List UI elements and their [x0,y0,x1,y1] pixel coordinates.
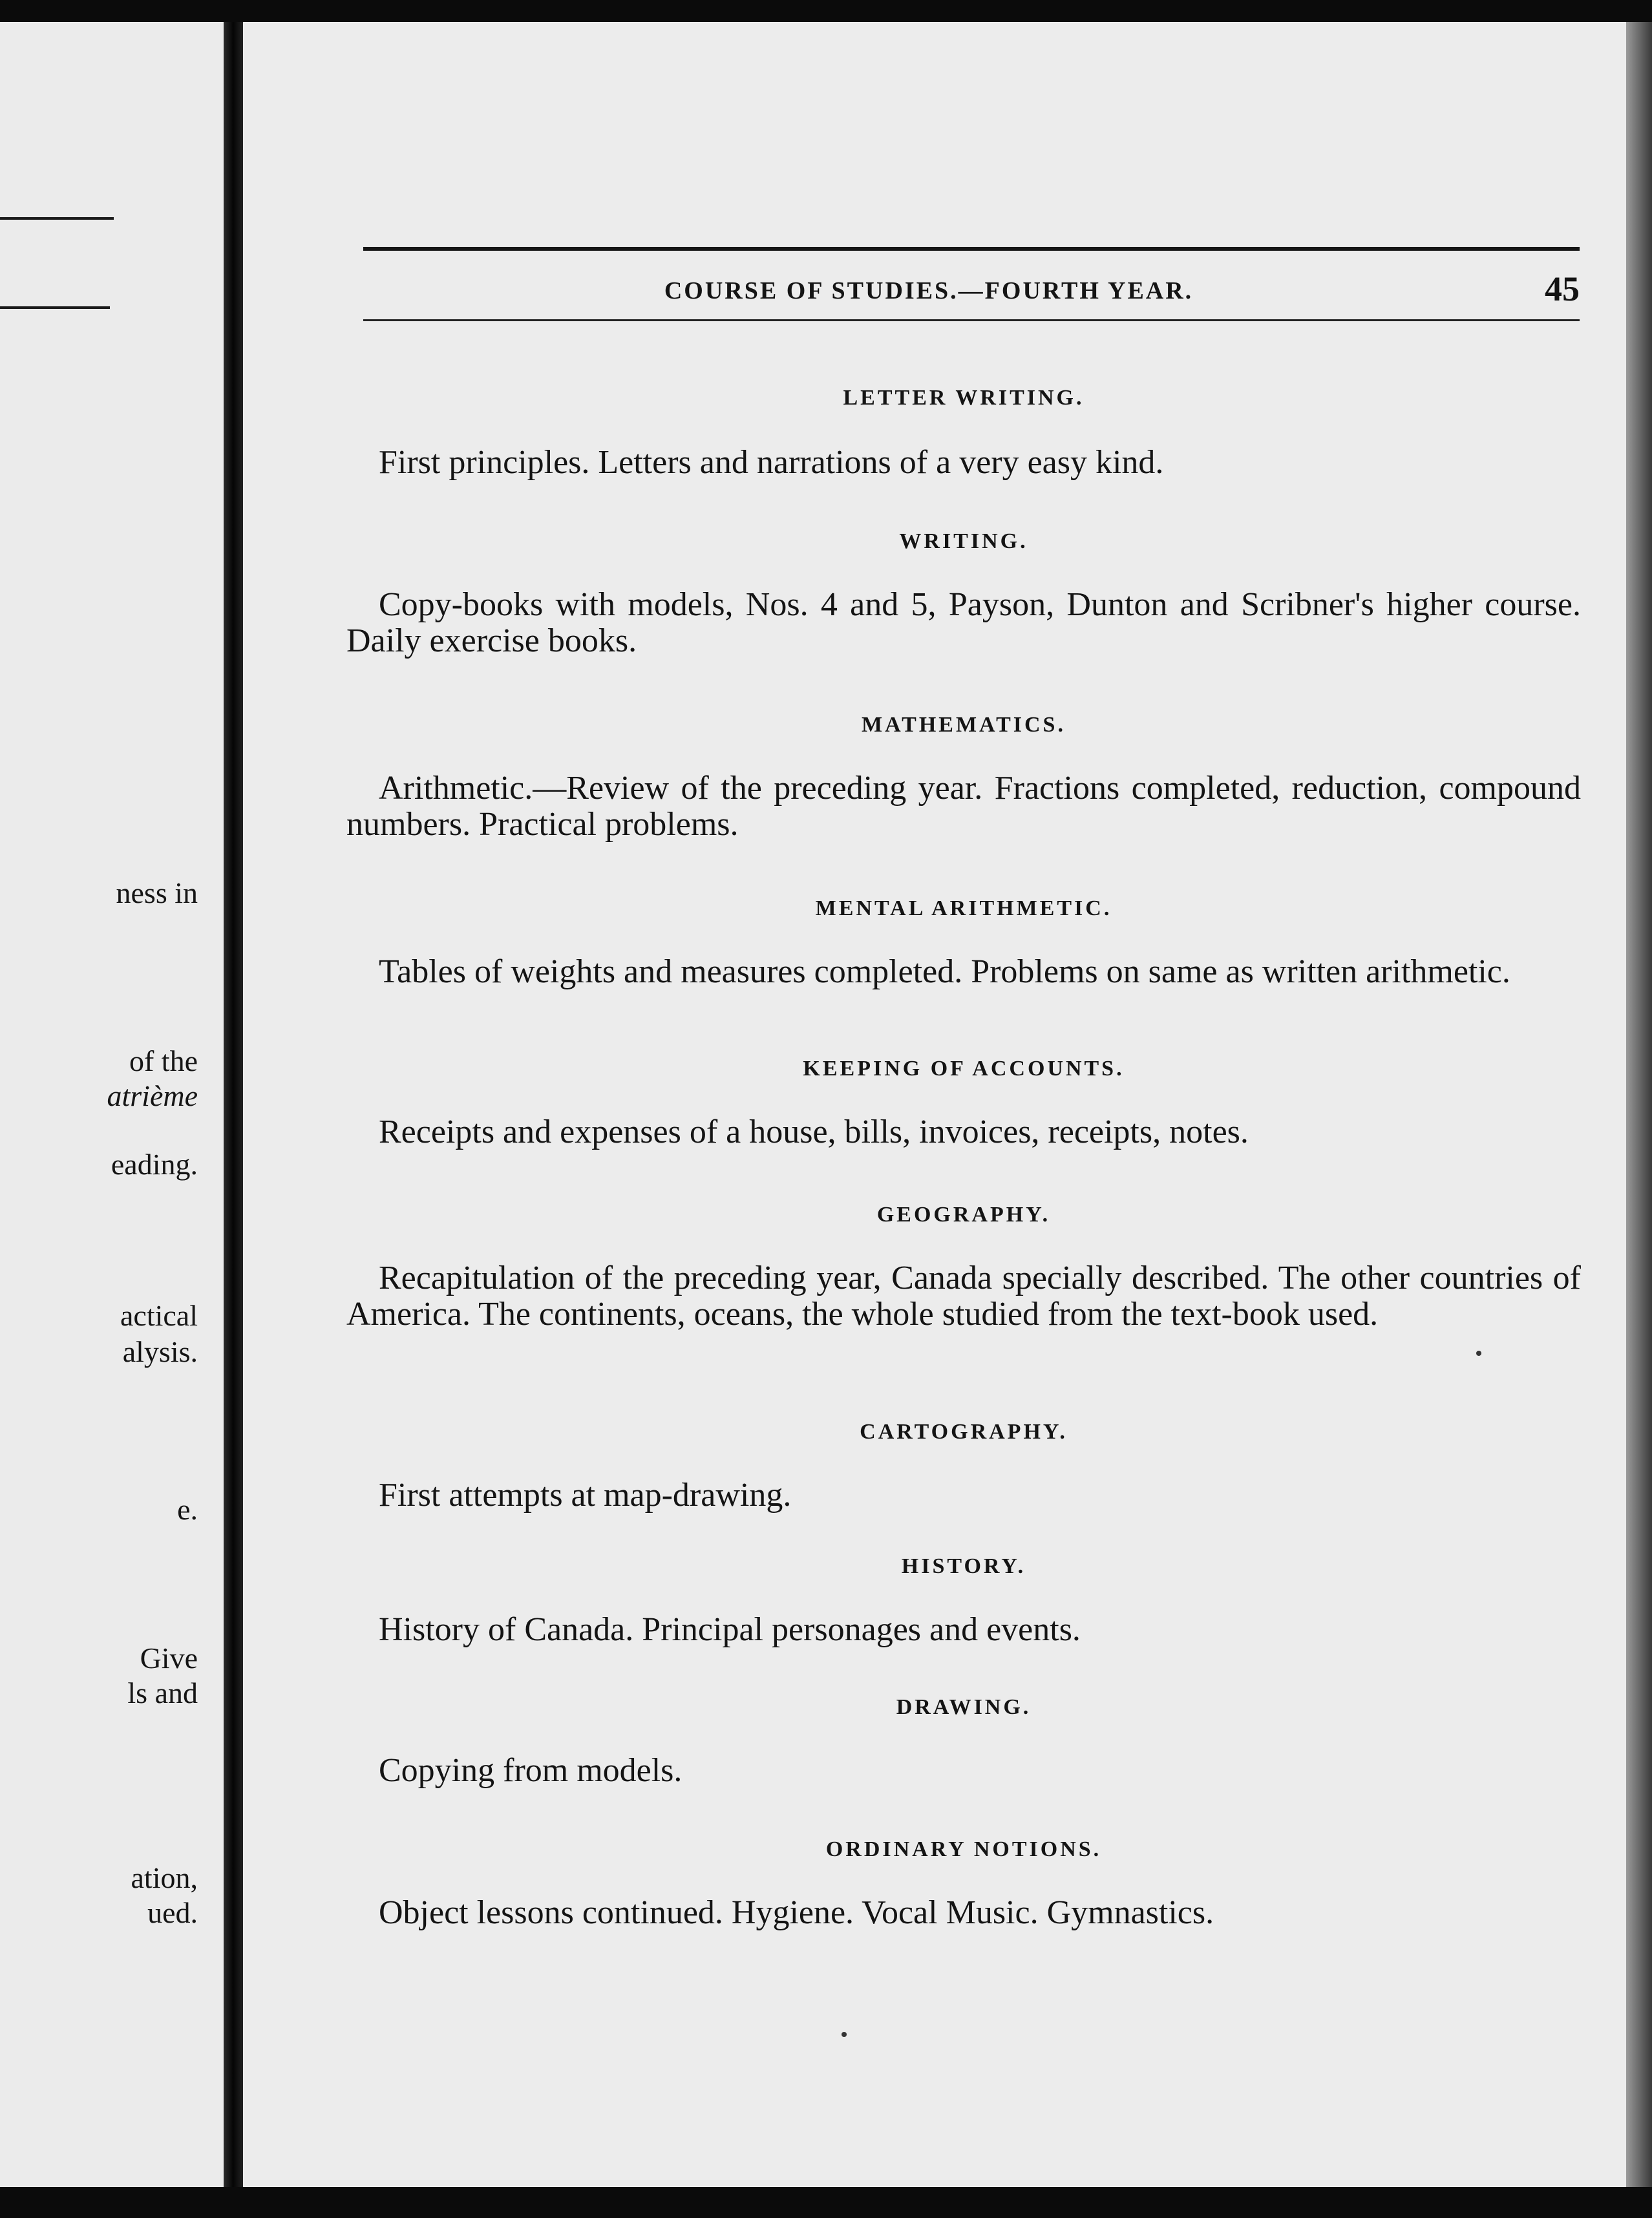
section-letter-writing [346,384,1581,481]
left-page-fragment [0,22,224,2187]
running-title: COURSE OF STUDIES.—FOURTH YEAR. [664,277,1194,304]
running-header [363,226,1580,343]
left-page-text: ation, [131,1861,198,1894]
section-title: HISTORY. [901,1554,1026,1578]
section-body: First principles. Letters and narrations of a very easy kind. [379,444,1164,481]
left-page-text: eading. [111,1148,198,1181]
section-title: MENTAL ARITHMETIC. [815,896,1112,920]
left-page-text: of the [129,1044,198,1077]
section-mathematics [346,711,1581,843]
section-title: DRAWING. [896,1695,1032,1719]
section-title: ORDINARY NOTIONS. [825,1837,1102,1861]
section-title: LETTER WRITING. [843,386,1085,410]
section-keeping-of-accounts [346,1055,1581,1150]
book-page [243,22,1626,2187]
left-page-text: ued. [147,1896,198,1929]
page-edge [1626,22,1652,2187]
section-title: KEEPING OF ACCOUNTS. [803,1057,1125,1081]
section-title: MATHEMATICS. [862,713,1066,737]
left-page-text: ness in [116,876,198,909]
left-page-rule [0,306,110,309]
section-body: Recapitulation of the preceding year, Canada specially described. The other countries of America. The continents, oceans, the whole studied from the text-book used. [346,1260,1581,1333]
print-speck [842,2032,847,2037]
left-page-text: Give [140,1642,198,1674]
section-mental-arithmetic [346,894,1581,990]
section-body: Arithmetic.—Review of the preceding year. Fractions completed, reduction, compound numbers. Practical problems. [346,770,1581,843]
section-ordinary-notions [346,1835,1581,1931]
page-number: 45 [1545,269,1580,308]
section-drawing [346,1693,1581,1789]
header-rule-top [363,247,1580,251]
section-cartography [346,1418,1581,1514]
section-body: Tables of weights and measures completed. Problems on same as written arithmetic. [379,953,1510,990]
section-body: First attempts at map-drawing. [379,1477,792,1514]
section-writing [346,527,1581,659]
section-geography [346,1201,1581,1333]
section-body: Object lessons continued. Hygiene. Vocal Music. Gymnastics. [379,1894,1214,1931]
header-rule-bottom [363,319,1580,321]
left-page-text: actical [120,1299,198,1332]
left-page-text: atrième [107,1079,198,1112]
section-body: Receipts and expenses of a house, bills, invoices, receipts, notes. [379,1114,1249,1150]
section-title: WRITING. [899,529,1028,553]
book-gutter [224,22,243,2187]
print-speck [1476,1351,1481,1356]
section-body: History of Canada. Principal personages and events. [379,1611,1081,1648]
section-history [346,1552,1581,1648]
left-page-rule [0,217,114,220]
left-page-text: ls and [127,1676,198,1709]
left-page-text: alysis. [122,1335,198,1368]
left-page-text: e. [177,1493,198,1526]
section-title: GEOGRAPHY. [876,1203,1051,1227]
section-body: Copying from models. [379,1752,683,1789]
section-body: Copy-books with models, Nos. 4 and 5, Payson, Dunton and Scribner's higher course. Daily exercise books. [346,586,1581,659]
section-title: CARTOGRAPHY. [860,1420,1068,1444]
